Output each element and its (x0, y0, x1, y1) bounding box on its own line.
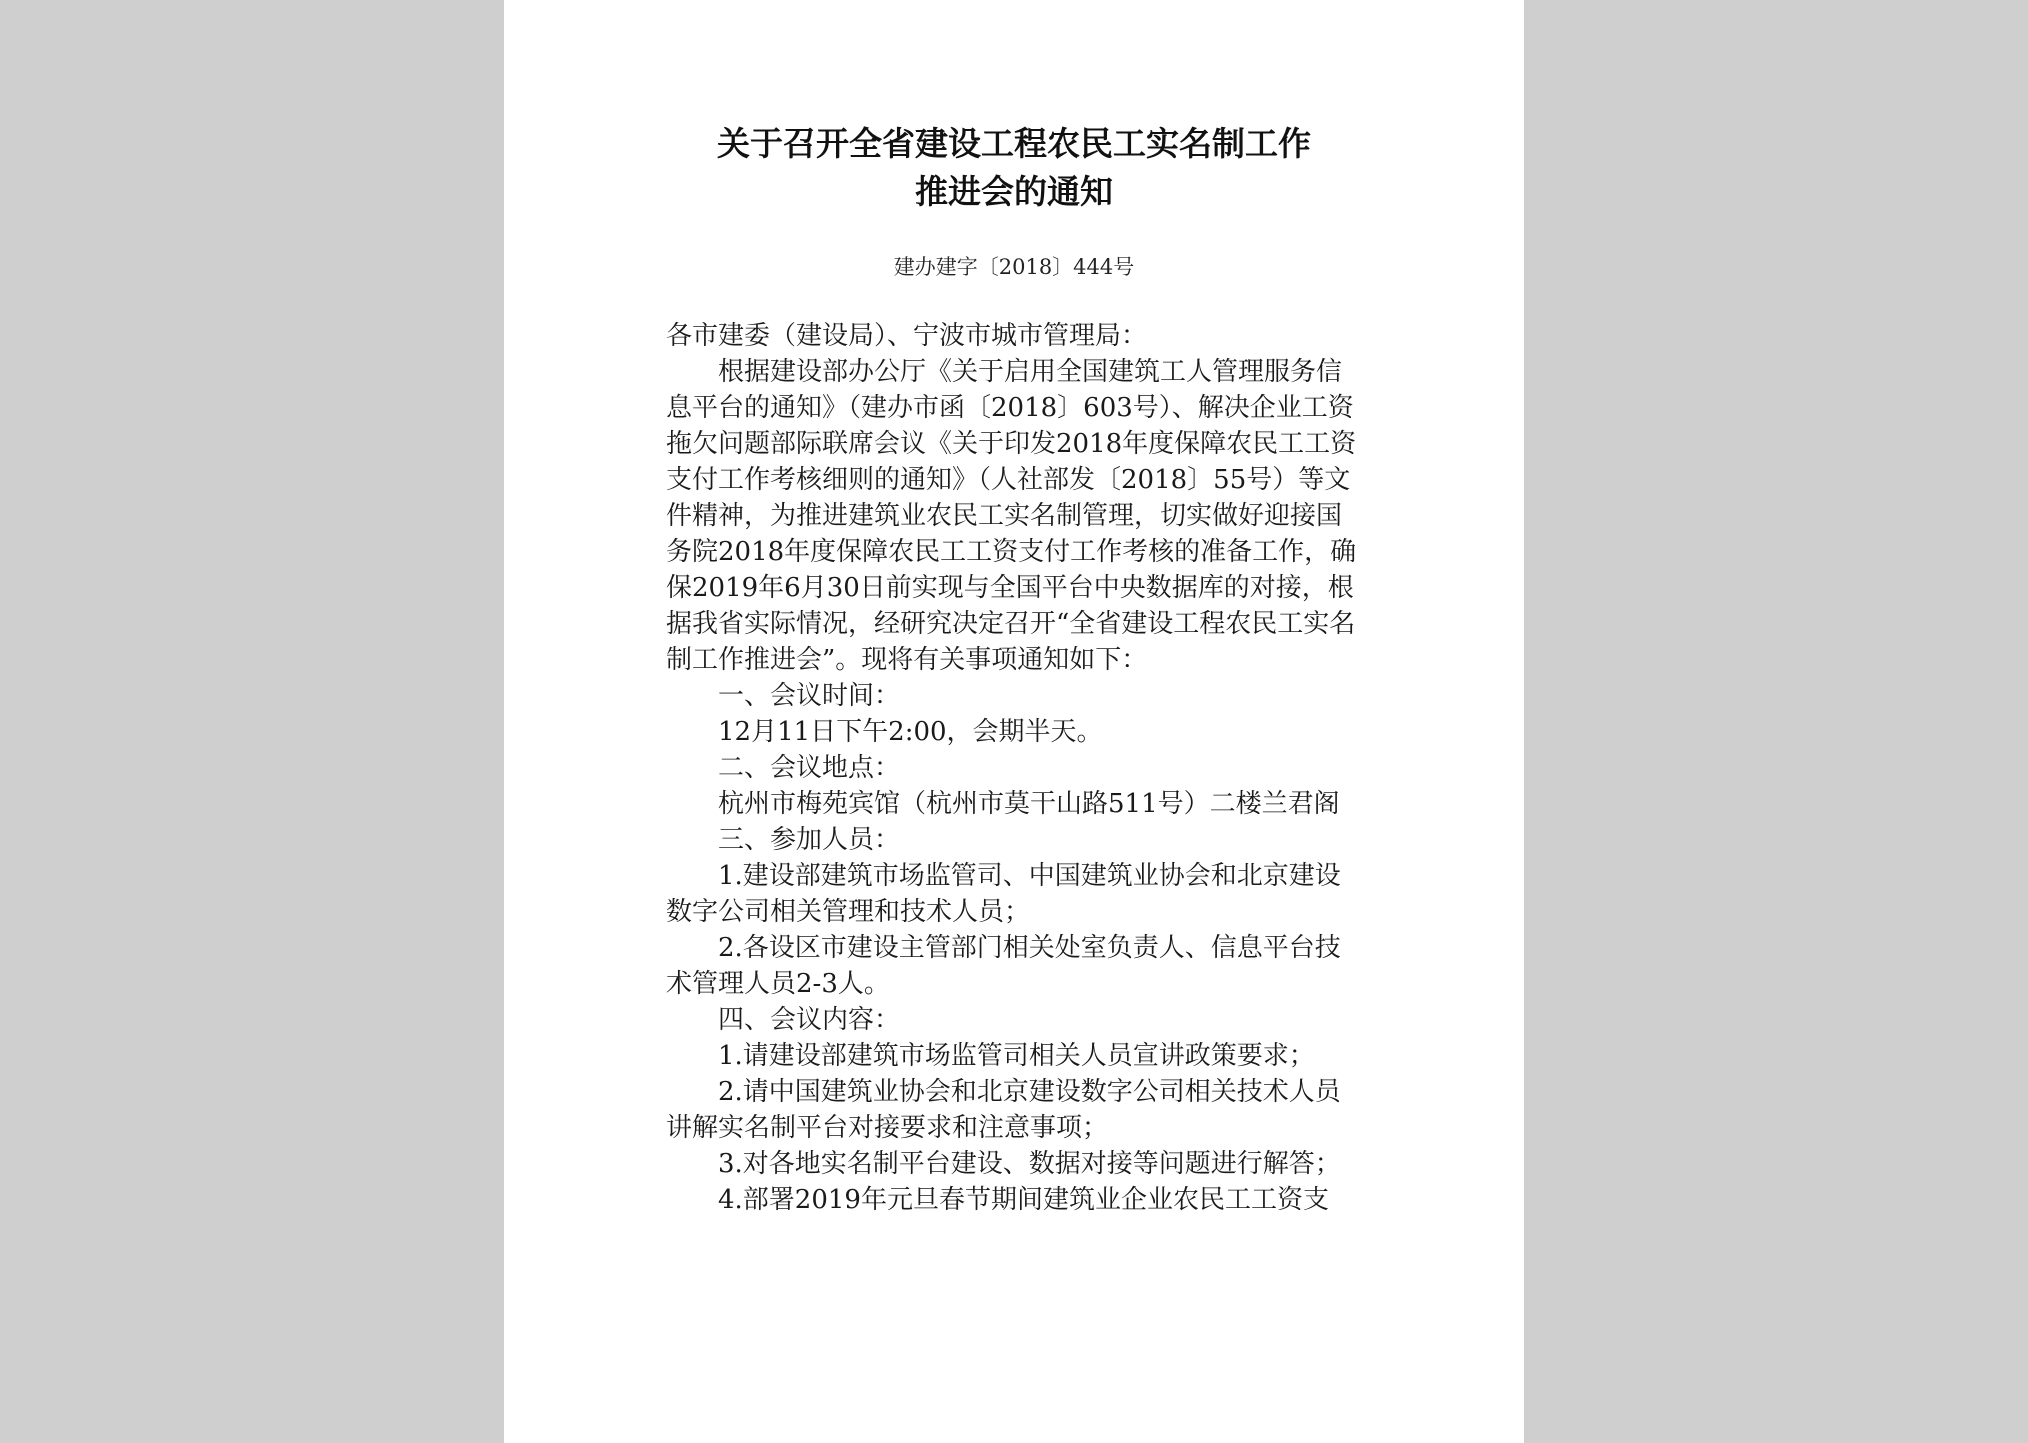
section-time-value: 12月11日下午2:00，会期半天。 (718, 717, 1103, 747)
intro-paragraph: 根据建设部办公厅《关于启用全国建筑工人管理服务信息平台的通知》（建办市函〔2018〕603号）、解决企业工资拖欠问题部际联席会议《关于印发2018年度保障农民工工资支付工作考核细则的通知》（人社部发〔2018〕55号）等文件精神，为推进建筑业农民工实名制管理，切实做好迎接国务院2018年度保障农民工工资支付工作考核的准备工作，确保2019年6月30日前实现与全国平台中央数据库的对接，根据我省实际情况，经研究决定召开“全省建设工程农民工实名制工作推进会”。现将有关事项通知如下： (666, 357, 1357, 675)
document-body (666, 318, 1366, 1218)
content-item-3: 3.对各地实名制平台建设、数据对接等问题进行解答； (718, 1149, 1341, 1179)
section-content-heading: 四、会议内容： (718, 1005, 901, 1035)
document-title (504, 120, 1524, 216)
title-line-1: 关于召开全省建设工程农民工实名制工作 (717, 124, 1311, 163)
section-time-heading: 一、会议时间： (718, 681, 901, 711)
section-place-heading: 二、会议地点： (718, 753, 901, 783)
document-number: 建办建字〔2018〕444号 (893, 255, 1135, 279)
title-line-2: 推进会的通知 (915, 172, 1113, 211)
salutation: 各市建委（建设局）、宁波市城市管理局： (666, 321, 1148, 351)
content-item-4: 4.部署2019年元旦春节期间建筑业企业农民工工资支 (718, 1185, 1329, 1215)
document-page (504, 0, 1524, 1443)
content-item-2: 2.请中国建筑业协会和北京建设数字公司相关技术人员讲解实名制平台对接要求和注意事项； (666, 1077, 1341, 1143)
attendee-item-1: 1.建设部建筑市场监管司、中国建筑业协会和北京建设数字公司相关管理和技术人员； (666, 861, 1341, 927)
attendee-item-2: 2.各设区市建设主管部门相关处室负责人、信息平台技术管理人员2-3人。 (666, 933, 1341, 999)
content-item-1: 1.请建设部建筑市场监管司相关人员宣讲政策要求； (718, 1041, 1315, 1071)
section-attendees-heading: 三、参加人员： (718, 825, 901, 855)
section-place-value: 杭州市梅苑宾馆（杭州市莫干山路511号）二楼兰君阁 (718, 789, 1340, 819)
